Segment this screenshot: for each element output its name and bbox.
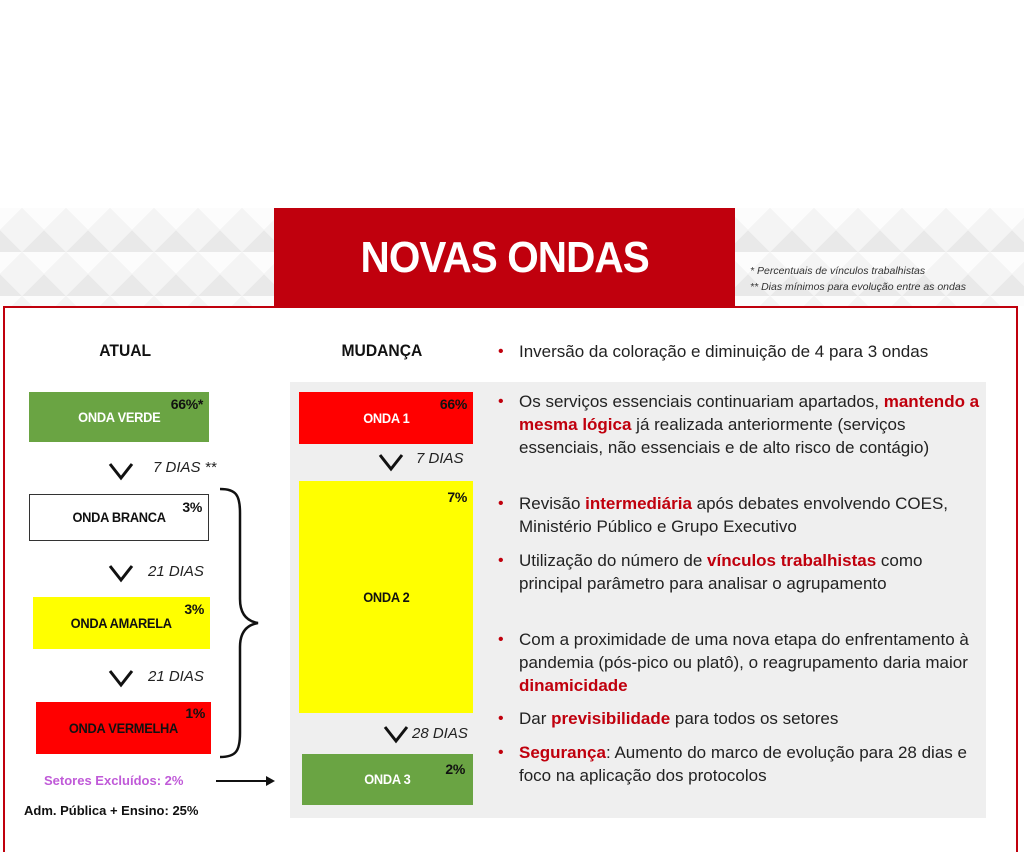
wave-percent: 3% xyxy=(182,499,202,515)
wave-label: ONDA 1 xyxy=(362,410,410,426)
bullet-item: • Segurança: Aumento do marco de evolução para 28 dias e foco na aplicação dos protocolos xyxy=(498,743,967,785)
bullet-item: • Inversão da coloração e diminuição de 4 para 3 ondas xyxy=(498,342,929,361)
gap-days: 7 DIAS xyxy=(416,450,464,467)
bullet-text-run: Os serviços essenciais continuariam apartados, xyxy=(519,392,884,411)
gap-days: 21 DIAS xyxy=(148,563,204,580)
highlight-text: Segurança xyxy=(519,743,606,762)
wave-label: ONDA 2 xyxy=(362,589,410,605)
gap-days: 7 DIAS ** xyxy=(153,459,217,476)
wave-label: ONDA AMARELA xyxy=(70,615,173,631)
bullet-text xyxy=(519,743,967,785)
mudanca-onda-2 xyxy=(299,481,473,713)
chevron-down-icon xyxy=(107,668,135,688)
bullet-text-run: para todos os setores xyxy=(670,709,839,728)
curly-brace-icon xyxy=(216,487,260,759)
wave-percent: 66%* xyxy=(170,396,203,412)
bullet-text-run: após debates envolvendo COES, Ministério Público e Grupo Executivo xyxy=(519,494,949,536)
wave-label: ONDA BRANCA xyxy=(72,510,166,525)
highlight-text: previsibilidade xyxy=(551,709,671,728)
bullet-text xyxy=(519,630,969,695)
bullet-text-run: Dar xyxy=(519,709,552,728)
wave-percent: 66% xyxy=(439,396,467,412)
bullet-item: • Utilização do número de vínculos trabalhistas como principal parâmetro para analisar o agrupamento xyxy=(498,551,923,593)
title-banner xyxy=(274,208,735,308)
bullet-text-run: Com a proximidade de uma nova etapa do enfrentamento à pandemia (pós-pico ou platô), o reagrupamento daria maior xyxy=(519,630,969,672)
wave-percent: 1% xyxy=(185,705,205,721)
page-title: NOVAS ONDAS xyxy=(360,233,649,282)
highlight-text: intermediária xyxy=(585,494,692,513)
chevron-down-icon xyxy=(107,563,135,583)
wave-percent: 2% xyxy=(445,761,465,777)
highlight-text: mantendo a mesma lógica xyxy=(519,392,980,434)
bullet-text xyxy=(519,494,948,536)
gap-days: 28 DIAS xyxy=(412,725,468,742)
adm-publica-ensino: Adm. Pública + Ensino: 25% xyxy=(24,803,199,818)
gap-days: 21 DIAS xyxy=(148,668,204,685)
mudanca-onda-1 xyxy=(299,392,473,444)
bullet-text-run: já realizada anteriormente (serviços essenciais, não essenciais e de alto risco de contágio) xyxy=(519,415,930,457)
atual-onda-verde xyxy=(29,392,209,442)
footnote-dias: ** Dias mínimos para evolução entre as ondas xyxy=(750,281,966,293)
atual-onda-vermelha xyxy=(36,702,211,754)
bullet-item: • Dar previsibilidade para todos os setores xyxy=(498,709,839,728)
bullet-text-run: Utilização do número de xyxy=(519,551,708,570)
bullet-text-run: como principal parâmetro para analisar o agrupamento xyxy=(519,551,923,593)
atual-onda-branca xyxy=(29,494,209,541)
bullet-text-run: : Aumento do marco de evolução para 28 dias e foco na aplicação dos protocolos xyxy=(519,743,967,785)
bullet-text-run: Revisão xyxy=(519,494,586,513)
chevron-down-icon xyxy=(377,452,405,472)
highlight-text: dinamicidade xyxy=(519,676,628,695)
atual-heading: ATUAL xyxy=(99,341,152,360)
setores-excluidos: Setores Excluídos: 2% xyxy=(44,773,184,788)
bullet-item: • Com a proximidade de uma nova etapa do enfrentamento à pandemia (pós-pico ou platô), o reagrupamento daria maior dinamicidade xyxy=(498,630,969,695)
bullet-text xyxy=(519,342,928,361)
chevron-down-icon xyxy=(107,461,135,481)
bullet-text xyxy=(519,392,979,457)
mudanca-onda-3 xyxy=(302,754,473,805)
bullet-text xyxy=(519,709,838,728)
footnote-percentuais: * Percentuais de vínculos trabalhistas xyxy=(750,265,926,277)
wave-label: ONDA VERDE xyxy=(77,409,161,425)
bullet-text-run: Inversão da coloração e diminuição de 4 para 3 ondas xyxy=(519,342,929,361)
wave-label: ONDA 3 xyxy=(364,772,411,787)
bullet-text xyxy=(519,551,922,593)
wave-percent: 7% xyxy=(447,489,467,505)
chevron-down-icon xyxy=(382,724,410,744)
bullet-item: • Revisão intermediária após debates envolvendo COES, Ministério Público e Grupo Executivo xyxy=(498,494,949,536)
wave-percent: 3% xyxy=(184,601,204,617)
wave-label: ONDA VERMELHA xyxy=(68,720,179,736)
atual-onda-amarela xyxy=(33,597,210,649)
mudanca-heading: MUDANÇA xyxy=(341,341,423,360)
bullet-item: • Os serviços essenciais continuariam apartados, mantendo a mesma lógica já realizada anteriormente (serviços essenciais, não essenciais e de alto risco de contágio) xyxy=(498,392,980,457)
arrow-right-icon xyxy=(214,774,276,788)
highlight-text: vínculos trabalhistas xyxy=(707,551,877,570)
